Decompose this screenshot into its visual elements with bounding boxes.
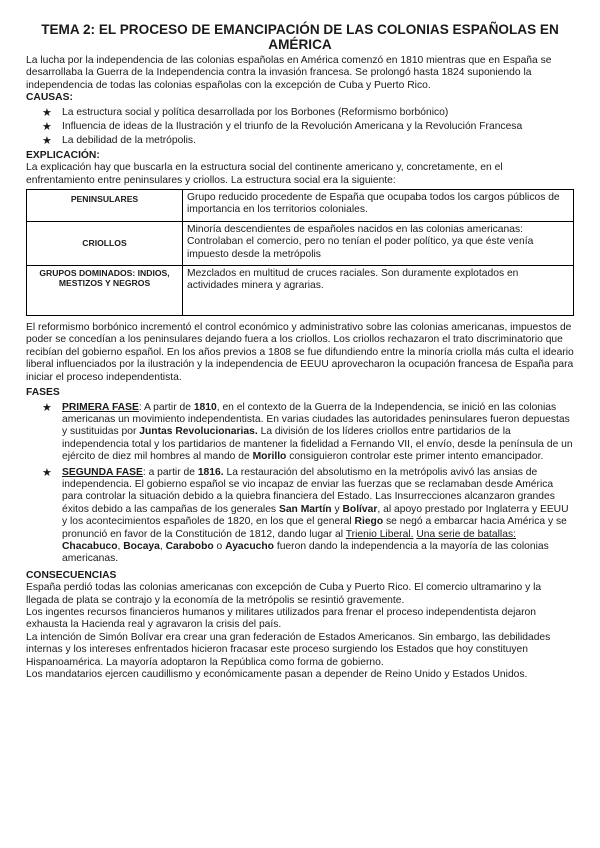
table-desc-cell: Grupo reducido procedente de España que ocupaba todos los cargos públicos de importancia en los territorios coloniales. xyxy=(183,190,574,222)
table-row xyxy=(27,266,574,316)
star-bullet-icon: ★ xyxy=(42,135,52,148)
fase-underlined-term: Trienio Liberal. xyxy=(345,528,414,540)
star-bullet-icon: ★ xyxy=(42,121,52,134)
consecuencias-heading: CONSECUENCIAS xyxy=(26,569,117,581)
consecuencias-paragraph: España perdió todas las colonias americanas con excepción de Cuba y Puerto Rico. El comercio ultramarino y la llegada de plata se contrajo y la economía de la metrópolis se resintió gravemente. xyxy=(26,582,542,606)
fase-bold-term: Carabobo xyxy=(165,540,214,552)
fase-text: fueron dando la independencia a la mayoría de las colonias americanas. xyxy=(62,540,549,565)
causas-heading: CAUSAS: xyxy=(26,92,73,104)
fase-label: PRIMERA FASE xyxy=(62,401,139,413)
list-item xyxy=(26,135,574,147)
fase-year: 1810 xyxy=(193,401,217,413)
fase-text: , xyxy=(159,540,166,552)
causa-text: La debilidad de la metrópolis. xyxy=(62,135,196,147)
fases-heading: FASES xyxy=(26,387,60,399)
table-row xyxy=(27,222,574,266)
page-title: TEMA 2: EL PROCESO DE EMANCIPACIÓN DE LAS COLONIAS ESPAÑOLAS EN AMÉRICA xyxy=(41,22,559,52)
fase-text: La división de los líderes criollos entre partidarios de la independencia total y los partidarios de mantener la fidelidad a Fernando VII, el envío, desde la península de un ejército de diez mil hombres al mando de xyxy=(62,426,573,463)
fase-text: La restauración del absolutismo en la metrópolis avivó las ansias de independencia. El gobierno español se vio incapaz de enviar las fuerzas que se reclamaban desde América para controlar la situación debido a la quiebra financiera del Estado. Las Insurrecciones alcanzaron grandes éxitos debido a las campañas de los generales xyxy=(62,466,555,515)
causas-list xyxy=(26,107,574,148)
causa-text: La estructura social y política desarrollada por los Borbones (Reformismo borbónico) xyxy=(62,106,449,118)
star-bullet-icon: ★ xyxy=(42,401,52,414)
fase-year: 1816. xyxy=(197,466,224,478)
fase-bold-term: Bolívar xyxy=(342,503,378,515)
causa-text: Influencia de ideas de la Ilustración y el triunfo de la Revolución Americana y la Revolución Francesa xyxy=(62,121,523,133)
table-row xyxy=(27,190,574,222)
star-bullet-icon: ★ xyxy=(42,466,52,479)
explicacion-paragraph: La explicación hay que buscarla en la estructura social del continente americano y, concretamente, en el enfrentamiento entre peninsulares y criollos. La estructura social era la siguiente: xyxy=(26,162,503,186)
fase-text: y xyxy=(331,503,343,515)
list-item xyxy=(26,107,574,119)
reformismo-paragraph: El reformismo borbónico incrementó el control económico y administrativo sobre las colonias americanas, impuestos de poder se concedían a los peninsulares dejando fuera a los criollos. Los criollos rechazaron el trato discriminatorio que recibían del gobierno español. En los años previos a 1808 se fue difundiendo entre la minoría criolla más culta el ideario liberal influenciados por la ilustración y la independencia de EEUU aprovecharon la ocupación francesa de España para iniciar el proceso independentista. xyxy=(26,322,574,383)
list-item xyxy=(26,402,574,464)
list-item xyxy=(26,121,574,133)
explicacion-heading: EXPLICACIÓN: xyxy=(26,149,100,161)
table-desc-cell: Minoría descendientes de españoles nacidos en las colonias americanas: Controlaban el comercio, pero no tenían el poder político, ya que éste venía impuesto desde la metrópolis xyxy=(183,222,574,266)
fase-text: , en el contexto de la Guerra de la Independencia, se inició en las colonias americanas un movimiento independentista. En varias ciudades las autoridades peninsulares fueron depuestas y sustituidas por xyxy=(62,401,570,438)
fase-text: consiguieron controlar este primer intento emancipador. xyxy=(286,451,544,463)
fase-label: SEGUNDA FASE xyxy=(62,466,143,478)
intro-paragraph: La lucha por la independencia de las colonias españolas en América comenzó en 1810 mientras que en España se desarrollaba la Guerra de la Independencia contra la invasión francesa. Se prolongó hasta 1824 suponiendo la independencia de todas las colonias españolas con la excepción de Cuba y Puerto Rico. xyxy=(26,55,552,91)
fase-text: : A partir de xyxy=(138,401,194,413)
fases-list xyxy=(26,402,574,566)
table-group-cell: GRUPOS DOMINADOS: INDIOS, MESTIZOS Y NEGROS xyxy=(27,266,183,316)
table-desc-cell: Mezclados en multitud de cruces raciales. Son duramente explotados en actividades minera y agrarias. xyxy=(183,266,574,316)
fase-bold-term: San Martín xyxy=(278,503,332,515)
table-group-cell: PENINSULARES xyxy=(27,190,183,222)
star-bullet-icon: ★ xyxy=(42,106,52,119)
fase-text: o xyxy=(213,540,226,552)
fase-text: : a partir de xyxy=(142,466,198,478)
fase-underlined-term: Una serie de batallas: xyxy=(416,528,516,540)
consecuencias-paragraph: La intención de Simón Bolívar era crear una gran federación de Estados Americanos. Sin embargo, las debilidades internas y los intereses enfrentados hicieron fracasar este proceso surgiendo los Estados que hoy constituyen Hispanoamérica. La mayoría adoptaron la República como forma de gobierno. xyxy=(26,631,551,668)
fase-bold-term: Ayacucho xyxy=(225,540,274,552)
fase-text: , al apoyo prestado por Inglaterra y EEUU y los acontecimientos españoles de 1820, en los que el general xyxy=(62,503,569,528)
fase-bold-term: Riego xyxy=(354,516,384,528)
list-item xyxy=(26,467,574,566)
fase-text: , xyxy=(117,540,124,552)
table-group-cell: CRIOLLOS xyxy=(27,222,183,266)
consecuencias-paragraph: Los ingentes recursos financieros humanos y militares utilizados para frenar el proceso independentista dejaron exhausta la Hacienda real y agravaron la crisis del país. xyxy=(26,607,536,631)
consecuencias-paragraph: Los mandatarios ejercen caudillismo y económicamente pasan a depender de Reino Unido y Estados Unidos. xyxy=(26,669,528,681)
fase-bold-term: Juntas Revolucionarias. xyxy=(139,426,258,438)
fase-text: se negó a embarcar hacia América y se pronunció en favor de la Constitución de 1812, dando lugar al xyxy=(62,516,567,540)
fase-bold-term: Chacabuco xyxy=(62,540,118,552)
fase-bold-term: Morillo xyxy=(252,451,287,463)
social-structure-table xyxy=(26,189,574,316)
fase-bold-term: Bocaya xyxy=(123,540,160,552)
